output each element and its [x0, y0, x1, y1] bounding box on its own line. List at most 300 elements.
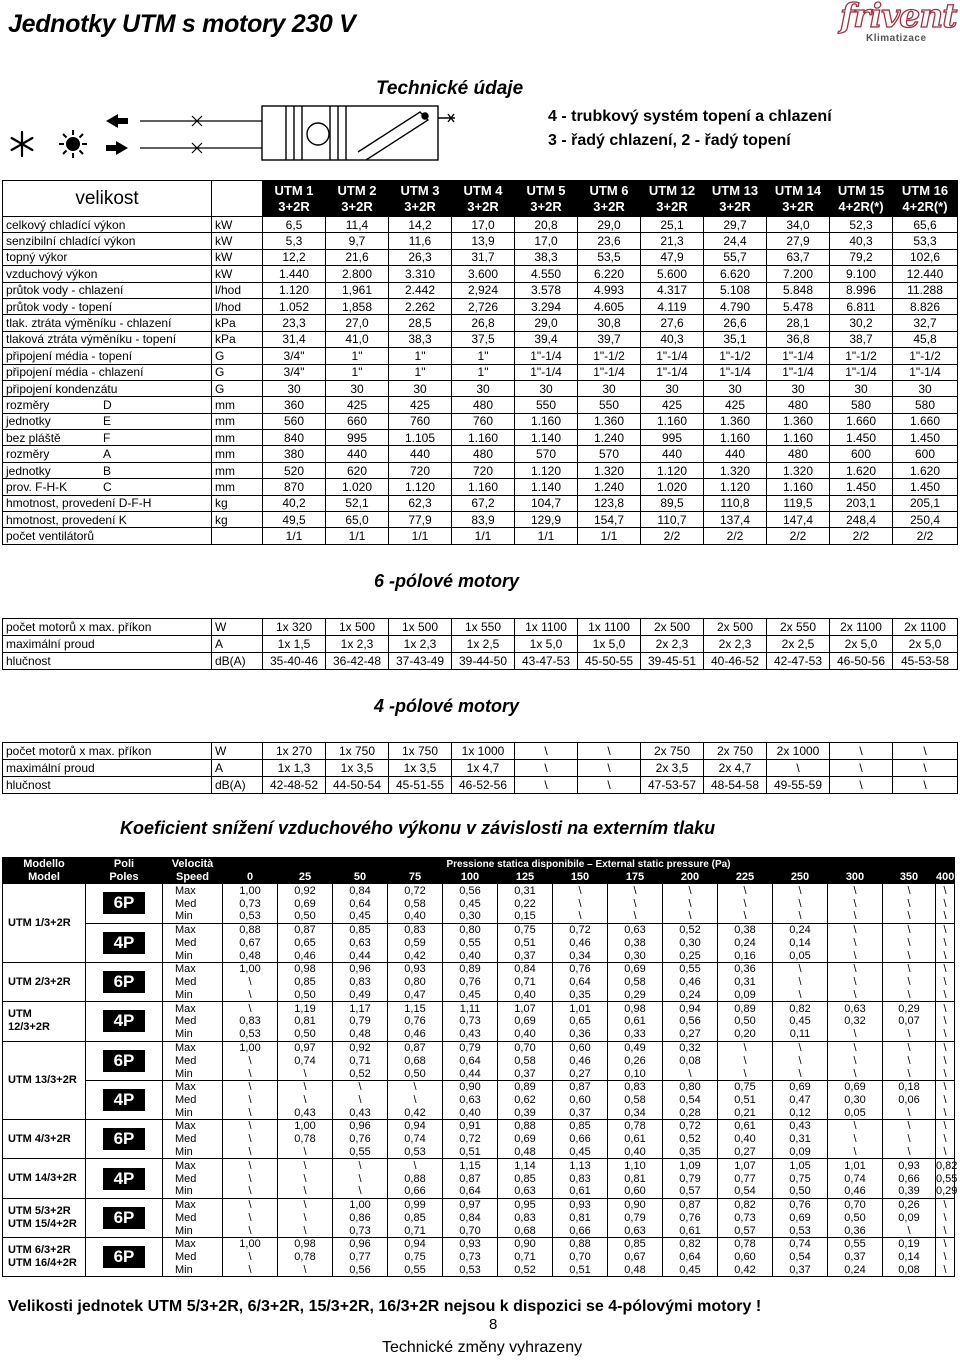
spec-row	[3, 282, 958, 298]
pressure-header: 300	[828, 871, 883, 884]
coefficient-cell: \	[223, 1067, 278, 1080]
coefficient-cell: 0,45	[333, 910, 388, 923]
coefficient-cell: 0,32	[663, 1041, 718, 1054]
spec-value-cell: 104,7	[515, 495, 578, 511]
spec-value-cell: 1.105	[389, 430, 452, 446]
coefficient-cell: 0,77	[333, 1251, 388, 1264]
coefficient-cell: 0,22	[498, 897, 553, 910]
spec-value-cell: 27,9	[767, 233, 830, 249]
coefficient-cell: 0,07	[883, 1015, 936, 1028]
coefficient-cell: 0,81	[608, 1172, 663, 1185]
spec-value-cell: 2.800	[326, 266, 389, 282]
spec-row-label	[3, 495, 212, 511]
speed-label: Max	[163, 1198, 223, 1211]
coefficient-cell: \	[223, 1054, 278, 1067]
coefficient-cell: 0,33	[608, 1028, 663, 1041]
motor-value-cell: 46-50-56	[830, 653, 893, 670]
motor-value-cell: 1x 2,5	[452, 636, 515, 653]
spec-value-cell: 29,0	[515, 315, 578, 331]
model-header: UTM 13 3+2R	[704, 181, 767, 217]
speed-label: Med	[163, 1094, 223, 1107]
spec-value-cell: 2.262	[389, 298, 452, 314]
spec-value-cell: 40,3	[830, 233, 893, 249]
spec-value-cell: 35,1	[704, 331, 767, 347]
coefficient-cell: \	[936, 976, 955, 989]
speed-label: Med	[163, 897, 223, 910]
coefficient-cell: 0,46	[278, 949, 333, 962]
coefficient-cell: \	[936, 1146, 955, 1159]
coefficient-cell: 0,50	[278, 989, 333, 1002]
coefficient-cell: 0,85	[608, 1238, 663, 1251]
coefficient-cell: 0,51	[498, 936, 553, 949]
motor-value-cell: 2x 5,0	[830, 636, 893, 653]
motor-value-cell: 44-50-54	[326, 777, 389, 794]
motor-value-cell: 2x 500	[641, 619, 704, 636]
speed-label: Min	[163, 1067, 223, 1080]
spec-value-cell: 1.160	[767, 430, 830, 446]
row-label-text: bez pláště	[6, 430, 61, 445]
coefficient-row	[3, 1198, 955, 1211]
spec-value-cell: 995	[326, 430, 389, 446]
spec-value-cell: 1/1	[578, 528, 641, 544]
coefficient-cell: \	[828, 963, 883, 976]
spec-value-cell: 5.478	[767, 298, 830, 314]
spec-value-cell: 1.020	[641, 479, 704, 495]
coefficient-cell: 0,94	[388, 1238, 443, 1251]
motor-value-cell: 2x 1100	[830, 619, 893, 636]
coefficient-cell: \	[718, 884, 773, 897]
coefficient-row	[3, 884, 955, 897]
coefficient-cell: \	[278, 1198, 333, 1211]
coefficient-cell: \	[718, 910, 773, 923]
spec-value-cell: 34,0	[767, 217, 830, 233]
coefficient-cell: \	[773, 1054, 828, 1067]
coefficient-cell: 0,51	[553, 1264, 608, 1277]
spec-value-cell: 580	[830, 397, 893, 413]
coefficient-cell: 0,76	[443, 976, 498, 989]
motor-value-cell: 2x 550	[767, 619, 830, 636]
motor-row-label: počet motorů x max. příkon	[3, 619, 212, 636]
coefficient-cell: 0,42	[718, 1264, 773, 1277]
coefficient-cell: \	[388, 1159, 443, 1172]
coefficient-cell: 0,88	[388, 1172, 443, 1185]
coefficient-cell: \	[936, 1015, 955, 1028]
coefficient-cell: 0,37	[773, 1264, 828, 1277]
coefficient-cell: 0,89	[443, 963, 498, 976]
pole-badge: 4P	[103, 1168, 145, 1190]
motor-row-unit: dB(A)	[212, 653, 263, 670]
spec-value-cell: 1.160	[641, 413, 704, 429]
coefficient-cell: \	[553, 897, 608, 910]
spec-value-cell: 1.160	[452, 430, 515, 446]
spec-value-cell: 1.450	[830, 430, 893, 446]
motor-value-cell: 47-53-57	[641, 777, 704, 794]
coefficient-cell: 0,43	[773, 1120, 828, 1133]
spec-value-cell: 119,5	[767, 495, 830, 511]
row-sub-label: F	[103, 430, 111, 445]
coefficient-cell: 0,73	[443, 1015, 498, 1028]
coefficient-cell: \	[828, 1041, 883, 1054]
coefficient-cell: 0,61	[663, 1224, 718, 1237]
spec-value-cell: 1.120	[389, 479, 452, 495]
coefficient-cell: 0,85	[388, 1211, 443, 1224]
header-model: Modello	[3, 858, 86, 872]
spec-row-unit	[212, 528, 263, 544]
coefficient-cell: \	[223, 1172, 278, 1185]
spec-value-cell: 425	[641, 397, 704, 413]
spec-value-cell: 440	[641, 446, 704, 462]
spec-value-cell: 30	[452, 380, 515, 396]
coefficient-cell: 1,15	[388, 1002, 443, 1015]
coefficient-cell: \	[936, 989, 955, 1002]
motor-row	[3, 777, 958, 794]
model-name: UTM 2/3+2R	[3, 963, 86, 1002]
row-label-text: senzibilní chladící výkon	[6, 234, 136, 249]
coefficient-cell: 0,85	[333, 923, 388, 936]
coefficient-cell: 0,95	[498, 1198, 553, 1211]
coefficient-cell: 0,58	[608, 976, 663, 989]
header-poles-en: Poles	[86, 871, 163, 884]
spec-value-cell: 248,4	[830, 512, 893, 528]
coefficient-cell: 1,05	[773, 1159, 828, 1172]
spec-value-cell: 77,9	[389, 512, 452, 528]
pipe-lines	[140, 116, 262, 153]
row-label-text: tlaková ztráta výměníku - topení	[6, 332, 177, 347]
coefficient-cell: 0,65	[278, 936, 333, 949]
coefficient-cell: 1,11	[443, 1002, 498, 1015]
coefficient-cell: 0,54	[773, 1251, 828, 1264]
coefficient-cell: 0,11	[773, 1028, 828, 1041]
pole-cell	[86, 884, 163, 923]
spec-value-cell: 39,4	[515, 331, 578, 347]
coefficient-cell: 0,51	[443, 1146, 498, 1159]
coefficient-cell: 0,29	[608, 989, 663, 1002]
coefficient-cell: 0,76	[663, 1211, 718, 1224]
coefficient-cell: 0,14	[883, 1251, 936, 1264]
coefficient-cell: 0,09	[883, 1211, 936, 1224]
coefficient-cell: 0,49	[608, 1041, 663, 1054]
coefficient-cell: \	[883, 1067, 936, 1080]
spec-value-cell: 123,8	[578, 495, 641, 511]
pressure-header: 200	[663, 871, 718, 884]
coefficient-cell: \	[883, 949, 936, 962]
spec-row	[3, 298, 958, 314]
coefficient-cell: 0,77	[718, 1172, 773, 1185]
coefficient-cell: 0,46	[553, 1054, 608, 1067]
coefficient-cell: \	[936, 1120, 955, 1133]
spec-value-cell: 17,0	[452, 217, 515, 233]
coefficient-cell: 0,81	[553, 1211, 608, 1224]
coefficient-cell: 0,36	[718, 963, 773, 976]
coefficient-cell: 0,82	[936, 1159, 958, 1172]
motor-row-unit: W	[212, 743, 263, 760]
coefficient-cell: 0,50	[278, 1028, 333, 1041]
coefficient-cell: 0,05	[773, 949, 828, 962]
coefficient-cell: 0,93	[553, 1198, 608, 1211]
coefficient-cell: 0,20	[718, 1028, 773, 1041]
spec-value-cell: 1/1	[515, 528, 578, 544]
row-label-text: průtok vody - chlazení	[6, 283, 124, 298]
coefficient-cell: 0,79	[608, 1211, 663, 1224]
coefficient-cell: \	[773, 989, 828, 1002]
spec-value-cell: 250,4	[893, 512, 958, 528]
coefficient-cell: 1,00	[278, 1120, 333, 1133]
spec-row	[3, 233, 958, 249]
coefficient-cell: \	[936, 1067, 955, 1080]
spec-value-cell: 2/2	[893, 528, 958, 544]
motor-value-cell: 1x 270	[263, 743, 326, 760]
coefficient-cell: \	[936, 1251, 955, 1264]
brand-logo	[840, 0, 960, 48]
coefficient-cell: \	[936, 949, 955, 962]
coefficient-cell: 0,42	[388, 949, 443, 962]
coefficient-cell: 0,93	[443, 1238, 498, 1251]
coefficient-cell: 0,06	[883, 1094, 936, 1107]
model-name: UTM 12/3+2R	[3, 1002, 86, 1041]
coefficient-cell: \	[828, 923, 883, 936]
coefficient-cell: \	[278, 1224, 333, 1237]
motor-value-cell: 1x 550	[452, 619, 515, 636]
spec-value-cell: 2.442	[389, 282, 452, 298]
coefficient-cell: 1,01	[828, 1159, 883, 1172]
coefficient-cell: 0,26	[608, 1054, 663, 1067]
spec-value-cell: 1/1	[263, 528, 326, 544]
spec-value-cell: 425	[704, 397, 767, 413]
spec-value-cell: 53,5	[578, 249, 641, 265]
spec-header-row	[3, 181, 958, 217]
coefficient-cell: 0,92	[278, 884, 333, 897]
motor-value-cell: 1x 500	[326, 619, 389, 636]
speed-label: Min	[163, 1028, 223, 1041]
speed-label: Med	[163, 1172, 223, 1185]
motor-value-cell: \	[578, 777, 641, 794]
coefficient-cell: 0,39	[498, 1107, 553, 1120]
spec-value-cell: 1.320	[704, 462, 767, 478]
spec-value-cell: 5.848	[767, 282, 830, 298]
coefficient-cell: 0,37	[553, 1107, 608, 1120]
spec-value-cell: 49,5	[263, 512, 326, 528]
coefficient-cell: 0,66	[553, 1133, 608, 1146]
motor-value-cell: 48-54-58	[704, 777, 767, 794]
row-label-text: prov. F-H-K	[6, 479, 68, 494]
spec-value-cell: 5.600	[641, 266, 704, 282]
spec-row	[3, 266, 958, 282]
coefficient-cell: 0,90	[498, 1238, 553, 1251]
coefficient-cell: 0,09	[718, 989, 773, 1002]
spec-value-cell: 205,1	[893, 495, 958, 511]
spec-value-cell: 6.620	[704, 266, 767, 282]
coefficient-cell: 0,65	[553, 1015, 608, 1028]
coefficient-cell: 0,84	[333, 884, 388, 897]
coefficient-cell: 1,15	[443, 1159, 498, 1172]
logo-wordmark: frivent	[840, 0, 957, 35]
spec-value-cell: 1.620	[893, 462, 958, 478]
coefficient-cell: 0,71	[333, 1054, 388, 1067]
snowflake-icon	[12, 132, 33, 156]
coefficient-cell: 0,27	[663, 1028, 718, 1041]
motor-value-cell: 1x 2,3	[389, 636, 452, 653]
model-name: UTM 6/3+2R UTM 16/4+2R	[3, 1238, 86, 1277]
spec-value-cell: 26,8	[452, 315, 515, 331]
coefficient-cell: 0,93	[883, 1159, 936, 1172]
coefficient-cell: 0,90	[608, 1198, 663, 1211]
coefficient-cell: 0,81	[278, 1015, 333, 1028]
spec-value-cell: 1"-1/4	[830, 364, 893, 380]
coefficient-cell: 0,72	[443, 1133, 498, 1146]
pressure-header: 75	[388, 871, 443, 884]
pressure-header: 0	[223, 871, 278, 884]
coefficient-cell: 0,69	[498, 1133, 553, 1146]
motor-row-unit: dB(A)	[212, 777, 263, 794]
coefficient-cell: 0,82	[773, 1002, 828, 1015]
coefficient-cell: 0,38	[608, 936, 663, 949]
coefficient-cell: 0,24	[773, 923, 828, 936]
coefficient-cell: 0,35	[663, 1146, 718, 1159]
spec-value-cell: 1"-1/4	[515, 364, 578, 380]
spec-value-cell: 45,8	[893, 331, 958, 347]
spec-value-cell: 1"-1/4	[767, 364, 830, 380]
coefficient-cell: 0,69	[773, 1080, 828, 1093]
spec-value-cell: 425	[389, 397, 452, 413]
spec-row-unit: kg	[212, 495, 263, 511]
coefficient-cell: \	[663, 910, 718, 923]
spec-value-cell: 1.620	[830, 462, 893, 478]
coefficient-row	[3, 1120, 955, 1133]
coefficient-cell: 0,94	[663, 1002, 718, 1015]
spec-value-cell: 1.320	[578, 462, 641, 478]
coefficient-cell: \	[828, 884, 883, 897]
size-header: velikost	[3, 181, 212, 217]
coefficient-cell: 0,38	[718, 923, 773, 936]
motor-value-cell: \	[830, 760, 893, 777]
spec-value-cell: 4.993	[578, 282, 641, 298]
six-pole-motors-table	[2, 618, 958, 670]
motor-value-cell: 1x 320	[263, 619, 326, 636]
sun-icon	[59, 130, 87, 158]
spec-value-cell: 47,9	[641, 249, 704, 265]
coefficient-cell: \	[936, 923, 955, 936]
system-description-1: 4 - trubkový systém topení a chlazení	[548, 108, 832, 125]
coefficient-cell: 0,48	[333, 1028, 388, 1041]
spec-value-cell: 8.826	[893, 298, 958, 314]
coefficient-cell: 0,60	[553, 1094, 608, 1107]
coefficient-cell: 0,94	[388, 1120, 443, 1133]
speed-label: Min	[163, 1264, 223, 1277]
coefficient-cell: \	[936, 1041, 955, 1054]
coefficient-cell: 0,71	[498, 1251, 553, 1264]
spec-value-cell: 1.440	[263, 266, 326, 282]
spec-value-cell: 1"-1/4	[578, 364, 641, 380]
coefficient-cell: 0,59	[388, 936, 443, 949]
pressure-header: 225	[718, 871, 773, 884]
spec-value-cell: 550	[515, 397, 578, 413]
coefficient-cell: 0,64	[443, 1054, 498, 1067]
spec-value-cell: 2/2	[830, 528, 893, 544]
spec-value-cell: 570	[578, 446, 641, 462]
coefficient-cell: \	[718, 897, 773, 910]
coefficient-cell: \	[883, 1028, 936, 1041]
row-label-text: jednotky	[6, 463, 51, 478]
coefficient-cell: 0,64	[663, 1251, 718, 1264]
spec-value-cell: 1"-1/4	[893, 364, 958, 380]
spec-value-cell: 31,4	[263, 331, 326, 347]
coefficient-cell: 0,74	[828, 1172, 883, 1185]
coefficient-cell: 0,61	[608, 1015, 663, 1028]
coefficient-cell: 0,67	[223, 936, 278, 949]
spec-row-label	[3, 282, 212, 298]
coefficient-cell: 0,55	[443, 936, 498, 949]
coefficient-cell: 0,73	[443, 1251, 498, 1264]
coefficient-cell: \	[278, 1067, 333, 1080]
spec-row	[3, 479, 958, 495]
coefficient-cell: 0,63	[333, 936, 388, 949]
spec-value-cell: 1"-1/2	[893, 348, 958, 364]
spec-value-cell: 110,7	[641, 512, 704, 528]
spec-value-cell: 2/2	[704, 528, 767, 544]
motor-value-cell: 45-50-55	[578, 653, 641, 670]
coefficient-cell: 0,55	[333, 1146, 388, 1159]
motor-value-cell: 2x 750	[641, 743, 704, 760]
coefficient-cell: \	[773, 1067, 828, 1080]
spec-value-cell: 1"-1/4	[515, 348, 578, 364]
pole-badge: 6P	[103, 971, 145, 993]
coefficient-cell: \	[608, 897, 663, 910]
coefficient-cell: \	[828, 1067, 883, 1080]
coefficient-cell: 0,69	[608, 963, 663, 976]
motor-value-cell: 2x 5,0	[893, 636, 958, 653]
coefficient-cell: 0,39	[883, 1185, 936, 1198]
coefficient-cell: 0,64	[553, 976, 608, 989]
pole-cell	[86, 1238, 163, 1277]
coefficient-cell: \	[828, 949, 883, 962]
coefficient-cell: 0,87	[553, 1080, 608, 1093]
coefficient-cell: 0,61	[718, 1120, 773, 1133]
spec-value-cell: 380	[263, 446, 326, 462]
coefficient-cell: 0,63	[443, 1094, 498, 1107]
coefficient-cell: \	[936, 1133, 955, 1146]
coefficient-cell: 0,54	[663, 1094, 718, 1107]
coefficient-cell: 0,08	[883, 1264, 936, 1277]
spec-row-unit: kPa	[212, 331, 263, 347]
spec-row-label	[3, 315, 212, 331]
spec-value-cell: 41,0	[326, 331, 389, 347]
coefficient-cell: 0,63	[498, 1185, 553, 1198]
coefficient-cell: 0,43	[333, 1107, 388, 1120]
spec-value-cell: 26,6	[704, 315, 767, 331]
speed-label: Med	[163, 936, 223, 949]
coefficient-cell: 0,79	[663, 1172, 718, 1185]
row-label-text: hmotnost, provedení D-F-H	[6, 496, 152, 511]
coefficient-cell: \	[388, 1080, 443, 1093]
coefficient-cell: 0,88	[553, 1238, 608, 1251]
coefficient-cell: 0,63	[828, 1002, 883, 1015]
coefficient-cell: 1,00	[223, 884, 278, 897]
motor-value-cell: 1x 2,3	[326, 636, 389, 653]
spec-value-cell: 23,6	[578, 233, 641, 249]
coefficient-cell: \	[553, 884, 608, 897]
unit-body	[262, 106, 455, 160]
page-title: Jednotky UTM s motory 230 V	[8, 10, 356, 38]
spec-value-cell: 23,3	[263, 315, 326, 331]
coefficient-cell: 0,48	[608, 1264, 663, 1277]
spec-row-label	[3, 249, 212, 265]
spec-value-cell: 5,3	[263, 233, 326, 249]
spec-value-cell: 17,0	[515, 233, 578, 249]
spec-row-label	[3, 331, 212, 347]
coefficient-cell: 0,50	[718, 1015, 773, 1028]
coefficient-cell: 0,53	[773, 1224, 828, 1237]
motor-value-cell: \	[893, 760, 958, 777]
